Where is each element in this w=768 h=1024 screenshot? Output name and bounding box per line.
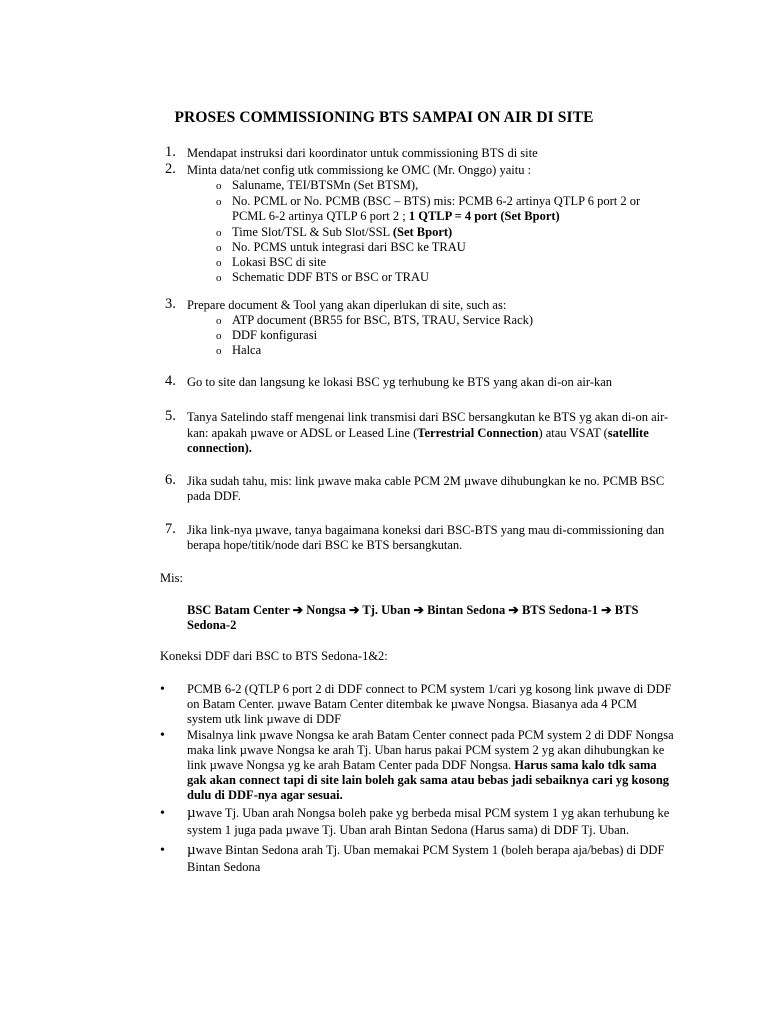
step-2-sub-bullet: o [216, 180, 222, 192]
step-2-sub-2-cont-text: PCML 6-2 artinya QTLP 6 port 2 ; [232, 209, 406, 223]
bullet-4-line-1 [187, 843, 685, 858]
step-2-sub-1: Saluname, TEI/BTSMn (Set BTSM), [232, 178, 419, 192]
step-6-line-2: pada DDF. [187, 489, 241, 503]
satellite-label: satellite [607, 426, 649, 440]
bullet-icon: • [160, 728, 165, 743]
arrow-icon: ➔ [601, 603, 612, 617]
step-2-sub-3 [232, 225, 672, 240]
step-1-number: 1. [165, 144, 176, 160]
step-2-sub-bullet: o [216, 272, 222, 284]
step-2-sub-6: Schematic DDF BTS or BSC or TRAU [232, 270, 429, 284]
step-2-number: 2. [165, 161, 176, 177]
bullet-2-line-3-plain: link µwave Nongsa yg ke arah Batam Center pada DDF Nongsa. [187, 758, 515, 772]
bullet-4-line-2: Bintan Sedona [187, 860, 261, 874]
arrow-icon: ➔ [508, 603, 519, 617]
bullet-2-line-3 [187, 758, 685, 773]
step-2-sub-bullet: o [216, 257, 222, 269]
step-2-text: Minta data/net config utk commissiong ke OMC (Mr. Onggo) yaitu : [187, 163, 532, 177]
step-5-line-3: connection). [187, 441, 252, 455]
step-1-text: Mendapat instruksi dari koordinator untuk commissioning BTS di site [187, 146, 538, 160]
step-2-sub-bullet: o [216, 196, 222, 208]
step-7-line-1: Jika link-nya µwave, tanya bagaimana koneksi dari BSC-BTS yang mau di-commissioning dan [187, 523, 665, 537]
path-line-1 [187, 603, 687, 618]
step-2-sub-bullet: o [216, 227, 222, 239]
step-3-text: Prepare document & Tool yang akan diperlukan di site, such as: [187, 298, 507, 312]
micro-symbol: µ [187, 805, 196, 821]
step-3-sub-1: ATP document (BR55 for BSC, BTS, TRAU, Service Rack) [232, 313, 534, 327]
step-5-line-1: Tanya Satelindo staff mengenai link transmisi dari BSC bersangkutan ke BTS yg akan di-on air- [187, 410, 669, 424]
step-6-line-1: Jika sudah tahu, mis: link µwave maka cable PCM 2M µwave dihubungkan ke no. PCMB BSC [187, 474, 665, 488]
path-node: BTS [614, 603, 639, 617]
step-3-sub-bullet: o [216, 315, 222, 327]
bullet-1-line-1: PCMB 6-2 (QTLP 6 port 2 di DDF connect to PCM system 1/cari yg kosong link µwave di DDF [187, 682, 672, 696]
step-5-line-2-c: ) atau VSAT ( [538, 426, 608, 440]
bullet-2-line-1: Misalnya link µwave Nongsa ke arah Batam Center connect pada PCM system 2 di DDF Nongsa [187, 728, 674, 742]
step-2-sub-2: No. PCML or No. PCMB (BSC – BTS) mis: PCMB 6-2 artinya QTLP 6 port 2 or [232, 194, 641, 208]
bullet-2-line-2: maka link µwave Nongsa ke arah Tj. Uban harus pakai PCM system 2 yg akan dihubungkan ke [187, 743, 665, 757]
step-3-sub-bullet: o [216, 345, 222, 357]
micro-symbol: µ [187, 842, 196, 858]
step-6-number: 6. [165, 472, 176, 488]
step-5-line-2 [187, 426, 679, 441]
step-2-sub-3-bold: (Set Bport) [392, 225, 453, 239]
bullet-2-line-3-bold: Harus sama kalo tdk sama [514, 758, 657, 772]
step-7-line-2: berapa hope/titik/node dari BSC ke BTS bersangkutan. [187, 538, 463, 552]
bullet-icon: • [160, 843, 165, 858]
bullet-1-line-2: on Batam Center. µwave Batam Center ditembak ke µwave Nongsa. Biasanya ada 4 PCM [187, 697, 638, 711]
bullet-4-line-1-text: wave Bintan Sedona arah Tj. Uban memakai PCM System 1 (boleh berapa aja/bebas) di DDF [195, 843, 665, 857]
bullet-3-line-1-text: wave Tj. Uban arah Nongsa boleh pake yg berbeda misal PCM system 1 yg akan terhubung ke [195, 806, 670, 820]
path-node: Tj. Uban [362, 603, 411, 617]
bullet-2-line-5: dulu di DDF-nya agar sesuai. [187, 788, 343, 802]
arrow-icon: ➔ [292, 603, 304, 617]
mis-label: Mis: [160, 571, 183, 585]
step-2-sub-5: Lokasi BSC di site [232, 255, 327, 269]
path-node: Bintan Sedona [427, 603, 506, 617]
bullet-icon: • [160, 806, 165, 821]
step-4-text: Go to site dan langsung ke lokasi BSC yg terhubung ke BTS yang akan di-on air-kan [187, 375, 613, 389]
step-2-sub-3-text: Time Slot/TSL & Sub Slot/SSL [232, 225, 390, 239]
step-2-sub-bullet: o [216, 242, 222, 254]
arrow-icon: ➔ [349, 603, 360, 617]
bullet-3-line-2: system 1 juga pada µwave Tj. Uban arah Bintan Sedona (Harus sama) di DDF Tj. Uban. [187, 823, 630, 837]
step-3-sub-2: DDF konfigurasi [232, 328, 318, 342]
step-3-sub-3: Halca [232, 343, 262, 357]
path-node: BTS Sedona-1 [521, 603, 599, 617]
bullet-2-line-4: gak akan connect tapi di site lain boleh gak sama atau bebas jadi sebaiknya cari yg kosong [187, 773, 670, 787]
step-3-sub-bullet: o [216, 330, 222, 342]
document-title: PROSES COMMISSIONING BTS SAMPAI ON AIR DI SITE [174, 109, 594, 126]
step-5-number: 5. [165, 408, 176, 424]
step-3-number: 3. [165, 296, 176, 312]
step-2-sub-2-bold: 1 QTLP = 4 port (Set Bport) [408, 209, 560, 223]
koneksi-label: Koneksi DDF dari BSC to BTS Sedona-1&2: [160, 649, 388, 663]
step-7-number: 7. [165, 521, 176, 537]
step-5-line-2-a: kan: apakah µwave or ADSL or Leased Line ( [187, 426, 418, 440]
arrow-icon: ➔ [413, 603, 424, 617]
bullet-icon: • [160, 682, 165, 697]
step-2-sub-2-cont [232, 209, 672, 224]
path-node: BSC Batam Center [187, 603, 290, 617]
path-node: Nongsa [306, 603, 346, 617]
path-line-2: Sedona-2 [187, 618, 237, 632]
step-4-number: 4. [165, 373, 176, 389]
terrestrial-connection: Terrestrial Connection [417, 426, 539, 440]
bullet-1-line-3: system utk link µwave di DDF [187, 712, 342, 726]
bullet-3-line-1 [187, 806, 685, 821]
step-2-sub-4: No. PCMS untuk integrasi dari BSC ke TRAU [232, 240, 466, 254]
